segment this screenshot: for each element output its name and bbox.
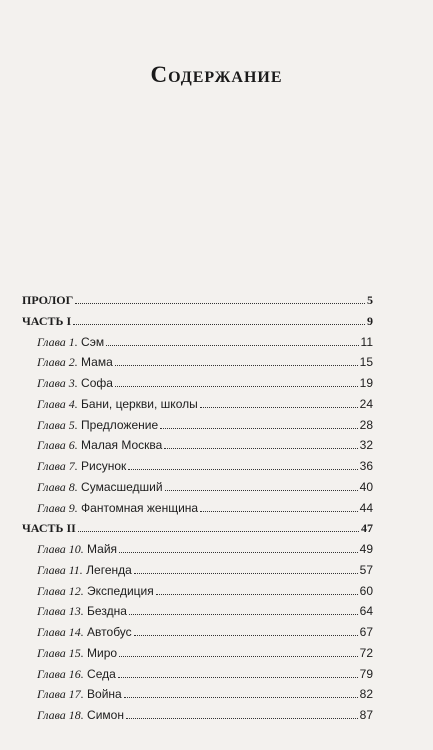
toc-chapter-label — [37, 355, 113, 369]
toc-chapter-label — [37, 397, 198, 411]
toc-chapter-label — [37, 376, 113, 390]
page-number: 19 — [359, 376, 373, 390]
chapter-number: Глава 1. — [37, 334, 78, 349]
toc-chapter-label — [37, 418, 158, 432]
chapter-number: Глава 4. — [37, 396, 78, 411]
page-number: 67 — [359, 625, 373, 639]
toc-chapter-entry — [37, 702, 373, 722]
toc-chapter-entry — [37, 661, 373, 681]
dot-leader — [156, 593, 358, 595]
chapter-title: Война — [87, 687, 122, 702]
chapter-title: Майя — [87, 542, 118, 556]
page-number: 24 — [359, 396, 373, 411]
toc-chapter-entry — [37, 598, 373, 618]
toc-chapter-label — [37, 625, 132, 639]
toc-chapter-label — [37, 438, 162, 452]
page-number: 5 — [367, 293, 373, 307]
dot-leader — [115, 364, 358, 366]
chapter-title: Фантомная женщина — [81, 500, 199, 515]
dot-leader — [119, 551, 358, 553]
toc-chapter-entry — [37, 453, 373, 473]
chapter-number: Глава 15. — [37, 645, 84, 660]
toc-chapter-entry — [37, 432, 373, 452]
chapter-number: Глава 13. — [37, 604, 84, 619]
page-number: 32 — [359, 438, 373, 453]
chapter-title: Симон — [87, 708, 124, 722]
toc-chapter-label — [37, 542, 117, 556]
toc-chapter-entry — [37, 640, 373, 660]
page-number: 64 — [359, 604, 373, 619]
dot-leader — [200, 406, 358, 408]
dot-leader — [118, 676, 358, 678]
chapter-number: Глава 5. — [37, 417, 78, 432]
toc-chapter-entry — [37, 412, 373, 432]
dot-leader — [78, 530, 359, 532]
page-number: 15 — [359, 355, 373, 370]
chapter-number: Глава 12. — [37, 583, 84, 598]
toc-chapter-label — [37, 584, 154, 598]
chapter-title: Мама — [81, 355, 113, 370]
chapter-title: Предложение — [81, 417, 159, 432]
dot-leader — [128, 468, 357, 470]
chapter-title: Автобус — [87, 625, 132, 639]
toc-part-entry — [22, 308, 373, 328]
chapter-title: Легенда — [86, 562, 132, 577]
dot-leader — [134, 634, 358, 636]
chapter-title: Сэм — [81, 334, 105, 349]
toc-chapter-entry — [37, 557, 373, 577]
toc-chapter-entry — [37, 578, 373, 598]
page-number: 9 — [367, 313, 373, 328]
chapter-number: Глава 18. — [37, 708, 84, 722]
page-number: 87 — [359, 708, 373, 722]
dot-leader — [126, 717, 358, 719]
toc-chapter-label — [37, 667, 116, 681]
toc-chapter-entry — [37, 329, 373, 349]
chapter-number: Глава 9. — [37, 500, 78, 515]
chapter-number: Глава 6. — [37, 438, 78, 453]
toc-part-entry — [22, 515, 373, 535]
page-number: 72 — [359, 645, 373, 660]
toc-chapter-entry — [37, 349, 373, 369]
chapter-title: Бездна — [87, 604, 127, 619]
toc-chapter-entry — [37, 391, 373, 411]
chapter-number: Глава 3. — [37, 376, 78, 390]
toc-chapter-label — [37, 687, 122, 701]
toc-chapter-label — [37, 563, 132, 577]
dot-leader — [124, 696, 358, 698]
page-number: 40 — [359, 479, 373, 494]
toc-chapter-entry — [37, 474, 373, 494]
chapter-title: Миро — [87, 645, 118, 660]
dot-leader — [200, 510, 358, 512]
chapter-title: Экспедиция — [87, 583, 154, 598]
chapter-title: Софа — [81, 376, 113, 390]
toc-chapter-entry — [37, 619, 373, 639]
chapter-number: Глава 11. — [37, 562, 83, 577]
chapter-title: Сумасшедший — [81, 479, 163, 494]
page-number: 57 — [359, 562, 373, 577]
toc-chapter-entry — [37, 495, 373, 515]
dot-leader — [134, 572, 358, 574]
toc-chapter-label — [37, 335, 104, 349]
toc-chapter-label — [37, 646, 117, 660]
chapter-number: Глава 17. — [37, 687, 84, 702]
chapter-number: Глава 8. — [37, 479, 78, 494]
toc-chapter-label — [37, 480, 163, 494]
chapter-number: Глава 16. — [37, 666, 84, 681]
dot-leader — [119, 655, 358, 657]
dot-leader — [73, 323, 365, 325]
toc-part-entry — [22, 287, 373, 307]
dot-leader — [115, 385, 358, 387]
chapter-number: Глава 7. — [37, 459, 78, 473]
page-number: 49 — [359, 542, 373, 556]
dot-leader — [160, 427, 358, 429]
toc-chapter-entry — [37, 536, 373, 556]
chapter-number: Глава 14. — [37, 625, 84, 639]
page-number: 44 — [359, 500, 373, 515]
toc-chapter-entry — [37, 681, 373, 701]
page-number: 11 — [360, 334, 373, 349]
page-number: 36 — [359, 459, 373, 473]
toc-part-label: ЧАСТЬ II — [22, 521, 76, 536]
toc-chapter-label — [37, 604, 127, 618]
toc-part-label: ПРОЛОГ — [22, 293, 74, 307]
page-number: 82 — [359, 687, 373, 702]
page-title: Содержание — [150, 62, 283, 87]
toc-chapter-label — [37, 501, 198, 515]
page-number: 60 — [359, 583, 373, 598]
toc-chapter-label — [37, 708, 124, 722]
chapter-title: Рисунок — [81, 459, 127, 473]
toc-chapter-label — [37, 459, 126, 473]
dot-leader — [165, 489, 358, 491]
page-number: 79 — [359, 666, 373, 681]
toc-part-label: ЧАСТЬ I — [22, 313, 72, 328]
chapter-title: Седа — [87, 666, 116, 681]
dot-leader — [75, 302, 365, 304]
dot-leader — [164, 447, 357, 449]
chapter-title: Бани, церкви, школы — [81, 396, 198, 411]
toc-chapter-entry — [37, 370, 373, 390]
page-number: 28 — [359, 417, 373, 432]
chapter-number: Глава 2. — [37, 355, 78, 370]
chapter-number: Глава 10. — [37, 542, 84, 556]
dot-leader — [106, 344, 358, 346]
page-number: 47 — [361, 521, 373, 536]
dot-leader — [129, 613, 358, 615]
chapter-title: Малая Москва — [81, 438, 163, 453]
